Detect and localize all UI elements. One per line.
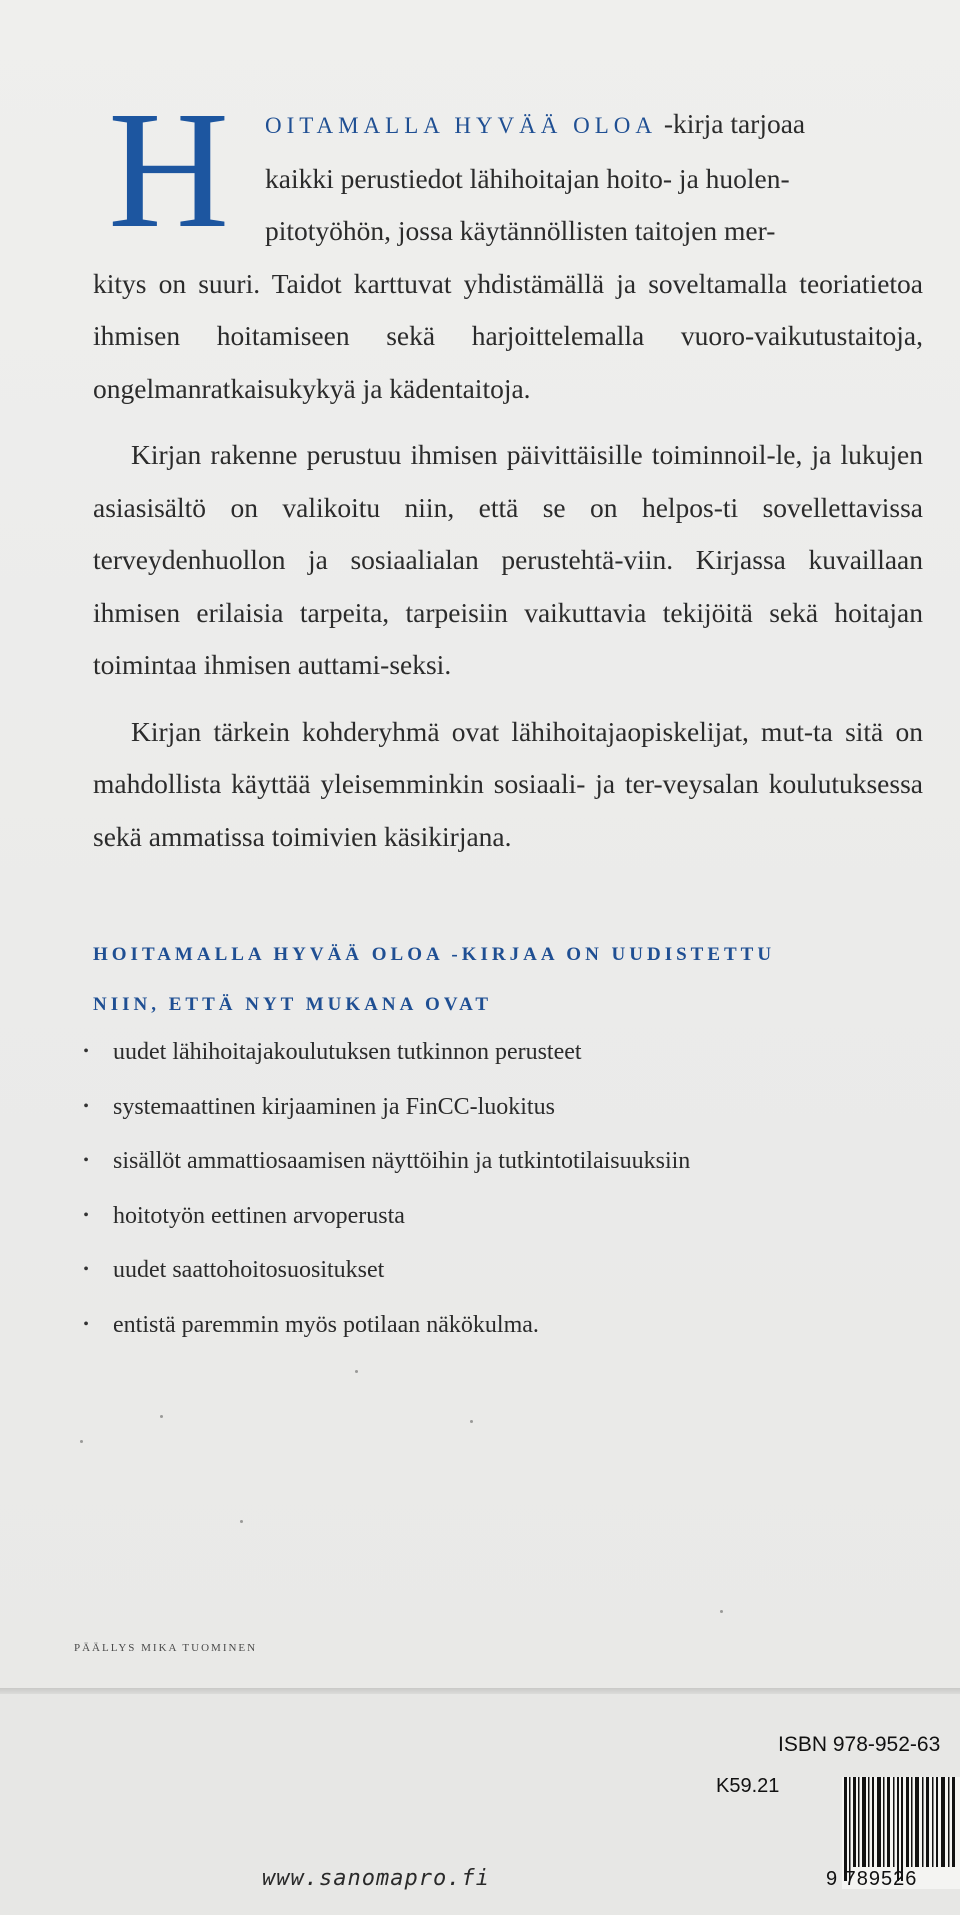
paragraph-3: Kirjan tärkein kohderyhmä ovat lähihoitajaopiskelijat, mut-ta sitä on mahdollista käyttää yleisemminkin sosiaali- ja ter-veysalan koulutuksessa sekä ammatissa toimivien käsikirjana. bbox=[93, 715, 923, 852]
intro-line-1-rest: -kirja tarjoaa bbox=[663, 108, 806, 139]
intro-lead-title: OITAMALLA HYVÄÄ OLOA bbox=[265, 113, 658, 138]
intro-line-3: pitotyöhön, jossa käytännöllisten taitojen mer- bbox=[265, 215, 776, 246]
speck bbox=[240, 1520, 243, 1523]
list-item bbox=[82, 1080, 902, 1135]
cover-fold-edge bbox=[0, 1688, 960, 1694]
speck bbox=[355, 1370, 358, 1373]
intro-line-2: kaikki perustiedot lähihoitajan hoito- ja huolen- bbox=[265, 162, 790, 194]
speck bbox=[160, 1415, 163, 1418]
updates-heading bbox=[93, 930, 913, 1030]
speck bbox=[470, 1420, 473, 1423]
list-item-text: systemaattinen kirjaaminen ja FinCC-luokitus bbox=[113, 1093, 555, 1120]
list-item-text: sisällöt ammattiosaamisen näyttöihin ja tutkintotilaisuuksiin bbox=[113, 1148, 691, 1175]
intro-text bbox=[93, 77, 923, 863]
list-item bbox=[82, 1025, 902, 1080]
bullet-dot-icon: • bbox=[83, 1206, 89, 1224]
updates-heading-line-2: NIIN, ETTÄ NYT MUKANA OVAT bbox=[93, 994, 493, 1015]
list-item bbox=[82, 1189, 902, 1244]
list-item bbox=[82, 1298, 902, 1353]
list-item-text: entistä paremmin myös potilaan näkökulma. bbox=[113, 1311, 539, 1338]
paragraph-2: Kirjan rakenne perustuu ihmisen päivittäisille toiminnoil-le, ja lukujen asiasisältö on valikoitu niin, että se on helpos-ti sovellettavissa terveydenhuollon ja sosiaalialan perustehtä-viin. Kirjassa kuvaillaan ihmisen erilaisia tarpeita, tarpeisiin vaikuttavia tekijöitä sekä hoitajan toimintaa ihmisen auttami-seksi. bbox=[93, 439, 923, 680]
speck bbox=[720, 1610, 723, 1613]
updates-heading-line-1: HOITAMALLA HYVÄÄ OLOA -KIRJAA ON UUDISTETTU bbox=[93, 944, 776, 965]
paragraph-1-rest: kitys on suuri. Taidot karttuvat yhdistämällä ja soveltamalla teoriatietoa ihmisen hoitamiseen sekä harjoittelemalla vuoro-vaikutustaitoja, ongelmanratkaisukykyä ja kädentaitoja. bbox=[93, 267, 923, 404]
intro-line-1 bbox=[93, 98, 923, 153]
bullet-dot-icon: • bbox=[83, 1315, 89, 1333]
bullet-dot-icon: • bbox=[83, 1097, 89, 1115]
updates-list bbox=[82, 1025, 902, 1352]
classification-code: K59.21 bbox=[716, 1775, 780, 1797]
list-item-text: uudet lähihoitajakoulutuksen tutkinnon perusteet bbox=[113, 1039, 582, 1066]
bullet-dot-icon: • bbox=[83, 1261, 89, 1279]
list-item bbox=[82, 1243, 902, 1298]
list-item bbox=[82, 1134, 902, 1189]
speck bbox=[80, 1440, 83, 1443]
cover-credit: PÄÄLLYS MIKA TUOMINEN bbox=[74, 1642, 258, 1654]
barcode-digits: 9 789526 bbox=[826, 1868, 918, 1890]
bullet-dot-icon: • bbox=[83, 1152, 89, 1170]
drop-cap: H bbox=[108, 77, 230, 263]
paragraph-1 bbox=[93, 77, 923, 415]
isbn-text: ISBN 978-952-63 bbox=[778, 1733, 941, 1756]
bullet-dot-icon: • bbox=[83, 1043, 89, 1061]
publisher-url: www.sanomapro.fi bbox=[262, 1866, 490, 1891]
list-item-text: hoitotyön eettinen arvoperusta bbox=[113, 1202, 405, 1229]
list-item-text: uudet saattohoitosuositukset bbox=[113, 1257, 385, 1284]
